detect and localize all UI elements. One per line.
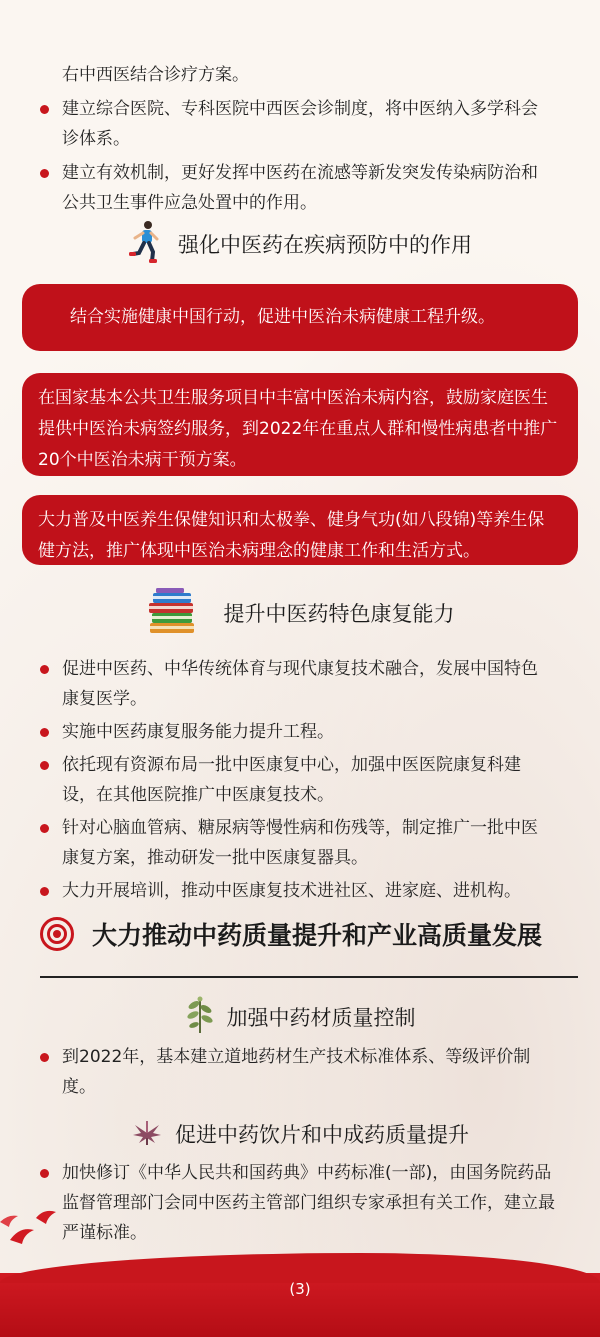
list-item xyxy=(0,60,600,90)
runner-icon xyxy=(128,220,162,269)
herbs-heading xyxy=(0,996,600,1038)
books-icon xyxy=(146,585,198,642)
intro-list xyxy=(0,60,600,221)
list-item xyxy=(0,717,600,747)
leaf-icon xyxy=(131,1117,163,1152)
list-item xyxy=(0,94,600,154)
section-title xyxy=(40,916,578,952)
list-item-text: 加快修订《中华人民共和国药典》中药标准(一部)，由国务院药品监督管理部门会同中医药主管部门组织专家承担有关工作，建立最严谨标准。 xyxy=(62,1163,555,1243)
list-item-text: 到2022年，基本建立道地药材生产技术标准体系、等级评价制度。 xyxy=(62,1047,531,1097)
section-title-text: 大力推动中药质量提升和产业高质量发展 xyxy=(92,921,543,950)
list-item-text: 右中西医结合诊疗方案。 xyxy=(62,65,249,85)
footer-wave xyxy=(0,1253,600,1283)
target-icon xyxy=(40,917,74,951)
bullet-icon xyxy=(40,665,49,674)
bullet-icon xyxy=(40,728,49,737)
list-item-text: 建立综合医院、专科医院中西医会诊制度，将中医纳入多学科会诊体系。 xyxy=(62,99,538,149)
bullet-icon xyxy=(40,169,49,178)
prevention-box-text: 在国家基本公共卫生服务项目中丰富中医治未病内容，鼓励家庭医生提供中医治未病签约服务，到2022年在重点人群和慢性病患者中推广20个中医治未病干预方案。 xyxy=(38,388,558,470)
list-item xyxy=(0,750,600,810)
list-item xyxy=(0,876,600,906)
list-item-text: 建立有效机制，更好发挥中医药在流感等新发突发传染病防治和公共卫生事件应急处置中的作用。 xyxy=(62,163,538,213)
herb-icon xyxy=(185,995,215,1040)
list-item xyxy=(0,1158,600,1248)
prevention-box xyxy=(22,284,578,351)
list-item xyxy=(0,654,600,714)
herbs-title: 加强中药材质量控制 xyxy=(226,1006,416,1030)
prevention-box xyxy=(22,373,578,476)
rehab-title: 提升中医药特色康复能力 xyxy=(223,602,455,626)
list-item-text: 促进中医药、中华传统体育与现代康复技术融合，发展中国特色康复医学。 xyxy=(62,659,538,709)
prevention-box xyxy=(22,495,578,565)
list-item xyxy=(0,158,600,218)
bullet-icon xyxy=(40,887,49,896)
herbs-list xyxy=(0,1042,600,1105)
bullet-icon xyxy=(40,1169,49,1178)
list-item-text: 大力开展培训，推动中医康复技术进社区、进家庭、进机构。 xyxy=(62,881,521,901)
list-item xyxy=(0,813,600,873)
decoction-title: 促进中药饮片和中成药质量提升 xyxy=(175,1123,469,1147)
rehab-list xyxy=(0,654,600,909)
bullet-icon xyxy=(40,761,49,770)
list-item-text: 依托现有资源布局一批中医康复中心，加强中医医院康复科建设，在其他医院推广中医康复技术。 xyxy=(62,755,521,805)
prevention-heading xyxy=(0,222,600,266)
bullet-icon xyxy=(40,824,49,833)
list-item xyxy=(0,1042,600,1102)
bullet-icon xyxy=(40,1053,49,1062)
list-item-text: 实施中医药康复服务能力提升工程。 xyxy=(62,722,334,742)
decoction-heading xyxy=(0,1114,600,1154)
decoction-list xyxy=(0,1158,600,1251)
prevention-box-text: 大力普及中医养生保健知识和太极拳、健身气功(如八段锦)等养生保健方法，推广体现中医治未病理念的健康工作和生活方式。 xyxy=(38,510,545,561)
page-number: (3) xyxy=(289,1280,311,1298)
section-divider xyxy=(40,976,578,978)
prevention-box-text: 结合实施健康中国行动，促进中医治未病健康工程升级。 xyxy=(70,307,495,327)
rehab-heading xyxy=(0,585,600,641)
list-item-text: 针对心脑血管病、糖尿病等慢性病和伤残等，制定推广一批中医康复方案，推动研发一批中医康复器具。 xyxy=(62,818,538,868)
prevention-title: 强化中医药在疾病预防中的作用 xyxy=(178,233,472,257)
birds-decoration xyxy=(0,1200,80,1260)
bullet-icon xyxy=(40,105,49,114)
